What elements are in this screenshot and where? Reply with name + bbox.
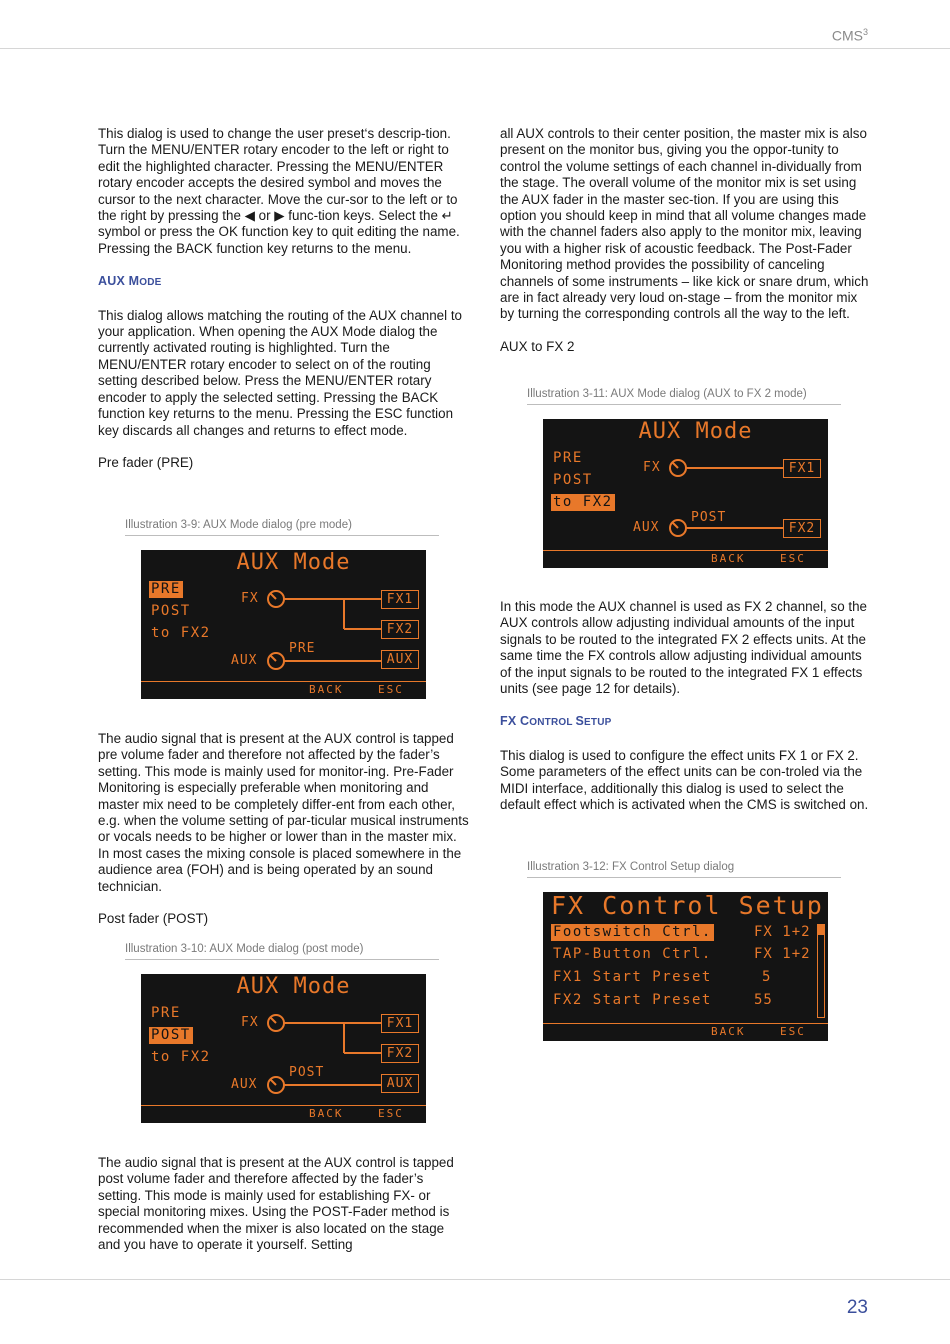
paragraph-post-fader: The audio signal that is present at the AUX control is tapped post volume fader and therefore affected by the fader’s setting. This mode is mainly used for establishing FX- or special monitoring mixes. Using the POST-Fader method is recommended when the mixer is also located on the stage and you have to operate it yourself. Setting [98, 1155, 454, 1253]
paragraph-aux-to-fx2: In this mode the AUX channel is used as FX 2 channel, so the AUX controls allow adjusting individual amounts of the input signals to be routed to the integrated FX 2 effects units. At the same time the FX controls allow adjusting individual amounts of the input signals to be routed to the integrated FX 1 effects units (see page 12 for details). [500, 599, 867, 697]
page-number: 23 [846, 1297, 868, 1318]
lcd-mid-label: POST [289, 1065, 325, 1080]
caption-pre-mode: Illustration 3-9: AUX Mode dialog (pre mode) [125, 519, 439, 536]
lcd-back-label: BACK [711, 1025, 746, 1038]
subheading-post-fader: Post fader (POST) [98, 911, 209, 927]
lcd-mid-label: POST [691, 510, 727, 525]
footer-divider [0, 1279, 950, 1280]
lcd-esc-label: ESC [378, 683, 404, 696]
caption-fx2-mode: Illustration 3-11: AUX Mode dialog (AUX to FX 2 mode) [527, 388, 841, 405]
lcd-fx-label: FX [241, 591, 259, 606]
lcd-row-value-2: 5 [762, 969, 772, 985]
lcd-scrollbar [817, 924, 825, 1018]
lcd-menu-pre: PRE [151, 1005, 181, 1021]
paragraph-aux-mode: This dialog allows matching the routing of the AUX channel to your application. When opening the AUX Mode dialog the currently activated routing is highlighted. Turn the MENU/ENTER rotary encoder to select on of the routing setting described below. Press the MENU/ENTER rotary encoder to apply the selected setting. Pressing the BACK function key returns to the menu. Pressing the ESC function key discards all changes and returns to effect mode. [98, 307, 462, 438]
lcd-title: AUX Mode [236, 550, 351, 575]
lcd-row-label-0: Footswitch Ctrl. [553, 924, 712, 940]
right-column [500, 126, 872, 355]
lcd-box-fx2: FX2 [783, 519, 821, 538]
paragraph-user-preset: This dialog is used to change the user preset‘s descrip-tion. Turn the MENU/ENTER rotary encoder to the left or right to edit the highlighted character. Pressing the MENU/ENTER rotary encoder accepts the desired symbol and moves the cursor to the next character. Move the cur-sor to the left or to the right by pressing the ◀ or ▶ func-tion keys. Select the ↵ symbol or press the OK function key to quit editing the name. Pressing the BACK function key returns to the menu. [98, 126, 460, 256]
section-heading-aux-mode: AUX MODE [98, 274, 162, 289]
lcd-back-label: BACK [711, 552, 746, 565]
lcd-footer [141, 1105, 426, 1123]
lcd-menu-to-fx2: to FX2 [151, 1049, 211, 1065]
lcd-esc-label: ESC [378, 1107, 404, 1120]
lcd-box-fx2: FX2 [381, 1044, 419, 1063]
subheading-aux-to-fx2: AUX to FX 2 [500, 338, 575, 354]
brand-label: CMS$^3$ [831, 27, 868, 44]
lcd-mid-label: PRE [289, 641, 316, 656]
left-column-lower [98, 731, 470, 927]
header-divider [0, 48, 950, 49]
lcd-box-fx1: FX1 [381, 590, 419, 609]
paragraph-fx-control-setup: This dialog is used to configure the effect units FX 1 or FX 2. Some parameters of the effect units can be con-troled via the MIDI interface, additionally this dialog is used to select the default effect which is activated when the CMS is switched on. [500, 747, 869, 813]
lcd-box-fx2: FX2 [381, 620, 419, 639]
lcd-title: AUX Mode [236, 974, 351, 999]
lcd-footer [543, 550, 828, 568]
lcd-aux-mode-fx2 [543, 419, 828, 568]
lcd-box-aux: AUX [381, 650, 419, 669]
lcd-row-label-2: FX1 Start Preset [553, 969, 712, 985]
lcd-menu-post: POST [151, 603, 191, 619]
lcd-aux-mode-pre [141, 550, 426, 699]
lcd-footer [141, 681, 426, 699]
left-column [98, 126, 470, 471]
lcd-aux-label: AUX [231, 1077, 258, 1092]
lcd-fx-control-setup [543, 892, 828, 1041]
lcd-box-fx1: FX1 [783, 459, 821, 478]
lcd-esc-label: ESC [780, 552, 806, 565]
lcd-row-label-1: TAP-Button Ctrl. [553, 946, 712, 962]
lcd-menu-post: POST [553, 472, 593, 488]
left-column-bottom [98, 1155, 470, 1253]
lcd-menu-to-fx2: to FX2 [553, 494, 613, 510]
caption-fx-control-setup: Illustration 3-12: FX Control Setup dialog [527, 861, 841, 878]
lcd-title: FX Control Setup [551, 891, 824, 920]
lcd-fx-label: FX [643, 460, 661, 475]
lcd-back-label: BACK [309, 1107, 344, 1120]
paragraph-post-fader-cont: all AUX controls to their center position, the master mix is also present on the monitor bus, giving you the oppor-tunity to control the volume settings of each channel in-dividually from the stage. The overall volume of the monitor mix is set using the AUX fader in the master sec-tion. If you are using this option you should keep in mind that all volume changes made with the channel faders also apply to the monitor mix, leaving you with a higher risk of acoustic feedback. The Post-Fader Monitoring method provides the possibility of canceling channels of some instruments – like kick or snare drum, which are in fact already very loud on-stage – from the monitor mix by turning the corresponding controls all the way to the left. [500, 126, 869, 322]
lcd-aux-mode-post [141, 974, 426, 1123]
lcd-row-value-1: FX 1+2 [754, 946, 811, 962]
lcd-aux-label: AUX [231, 653, 258, 668]
lcd-box-fx1: FX1 [381, 1014, 419, 1033]
lcd-footer [543, 1023, 828, 1041]
right-column-lower [500, 599, 872, 813]
lcd-row-value-3: 55 [754, 992, 773, 1008]
lcd-row-value-0: FX 1+2 [754, 924, 811, 940]
lcd-row-label-3: FX2 Start Preset [553, 992, 712, 1008]
lcd-scroll-thumb [818, 925, 824, 935]
lcd-fx-label: FX [241, 1015, 259, 1030]
paragraph-pre-fader: The audio signal that is present at the AUX control is tapped pre volume fader and therefore not affected by the fader’s setting. This mode is mainly used for monitor-ing. Pre-Fader Monitoring is especially preferable when monitoring and master mix need to be completely differ-ent from each other, e.g. when the volume setting of par-ticular musical instruments or vocals needs to be higher or lower than in the master mix. In most cases the mixing console is placed somewhere in the audience area (FOH) and is being operated by an sound technician. [98, 731, 469, 894]
lcd-title: AUX Mode [638, 419, 753, 444]
lcd-menu-to-fx2: to FX2 [151, 625, 211, 641]
lcd-menu-pre: PRE [151, 581, 181, 597]
lcd-esc-label: ESC [780, 1025, 806, 1038]
lcd-aux-label: AUX [633, 520, 660, 535]
lcd-menu-post: POST [151, 1027, 191, 1043]
caption-post-mode: Illustration 3-10: AUX Mode dialog (post mode) [125, 943, 439, 960]
lcd-menu-pre: PRE [553, 450, 583, 466]
subheading-pre-fader: Pre fader (PRE) [98, 454, 194, 470]
lcd-box-aux: AUX [381, 1074, 419, 1093]
routing-lines [543, 419, 828, 568]
lcd-back-label: BACK [309, 683, 344, 696]
section-heading-fx-control-setup: FX CONTROL SETUP [500, 714, 612, 729]
